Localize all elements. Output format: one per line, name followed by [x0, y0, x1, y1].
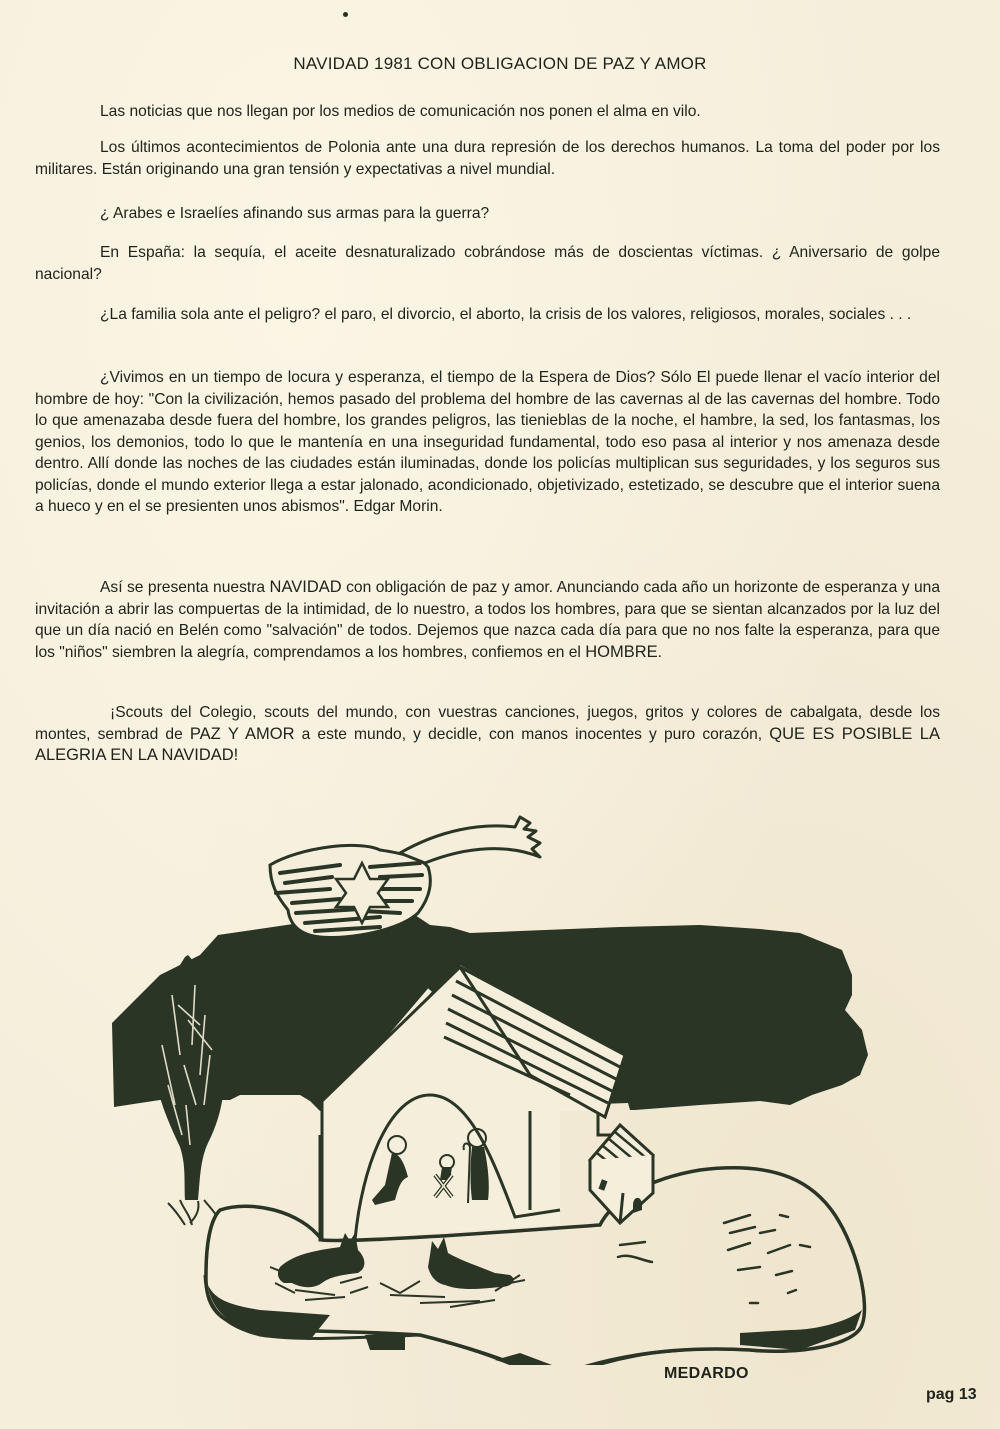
paragraph-text: [35, 577, 940, 663]
paragraph-3: [35, 203, 940, 225]
text-run: ¡Scouts del Colegio, scouts del mundo, con vuestras canciones, juegos, gritos y colores de cabalgata, desde los montes, sembrad de: [35, 704, 940, 743]
emphasis-navidad: NAVIDAD: [269, 578, 342, 596]
animals: [270, 1233, 525, 1307]
ground-edge-band: [205, 1275, 862, 1365]
artist-signature: MEDARDO: [664, 1365, 749, 1382]
text-run: .: [657, 643, 662, 661]
water-dashes: [618, 1215, 810, 1303]
paragraph-text: En España: la sequía, el aceite desnaturalizado cobrándose más de doscientas víctimas. ¿ Aniversario de golpe nacional?: [35, 244, 940, 283]
paragraph-2: [35, 137, 940, 180]
paragraph-text: ¿La familia sola ante el peligro? el paro, el divorcio, el aborto, la crisis de los valores, religiosos, morales, sociales . . .: [100, 306, 912, 323]
ink-speck: [343, 12, 348, 17]
emphasis-hombre: HOMBRE: [585, 642, 658, 661]
paragraph-7: [35, 577, 940, 663]
paragraph-8-scouts: [35, 702, 940, 767]
paragraph-5: [35, 304, 940, 326]
paragraph-text: ¿ Arabes e Israelíes afinando sus armas para la guerra?: [100, 205, 490, 222]
paragraph-text: [35, 702, 940, 767]
paragraph-text: Los últimos acontecimientos de Polonia ante una dura represión de los derechos humanos. La toma del poder por los militares. Están originando una gran tensión y expectativas a nivel mundial.: [35, 139, 940, 178]
comet-star: [270, 817, 540, 938]
paragraph-1: [35, 101, 940, 123]
paragraph-text: ¿Vivimos en un tiempo de locura y esperanza, el tiempo de la Espera de Dios? Sólo El puede llenar el vacío interior del hombre de hoy: "Con la civilización, hemos pasado del problema del hombre de las cavernas al de las cavernas del hombre. Todo lo que amenazaba desde fuera del hombre, los grandes peligros, las tienieblas de la noche, el hambre, la sed, los fantasmas, los genios, los demonios, todo lo que le mantenía en una inseguridad fundamental, todo eso pasa al interior y nos amenaza desde dentro. Allí donde las noches de las ciudades están iluminadas, donde los policías multiplican sus seguridades, y los seguros sus policías, donde el mundo exterior llega a estar jalonado, acondicionado, objetivizado, estetizado, se descubre que el interior suena a hueco y en el se presienten unos abismos". Edgar Morin.: [35, 369, 940, 515]
article-title: NAVIDAD 1981 CON OBLIGACION DE PAZ Y AMOR: [293, 54, 707, 73]
small-house: [590, 1125, 653, 1223]
text-run: a este mundo, y decidle, con manos inocentes y puro corazón,: [294, 725, 770, 743]
text-run: con obligación de paz y amor. Anunciando cada año un horizonte de esperanza y una invitación a abrir las compuertas de la intimidad, de lo nuestro, a todos los hombres, para que se sientan alcanzados por la luz del que un día nació en Belén como "salvación" de todos. Dejemos que nazca cada día para que no nos falte la esperanza, para que los "niños" siembren la alegría, comprendamos a los hombres, confiemos en el: [35, 579, 940, 661]
paragraph-6-morin-quote: [35, 367, 940, 518]
text-run: Así se presenta nuestra: [100, 579, 270, 596]
paragraph-4: [35, 242, 940, 285]
page-number: pag 13: [926, 1386, 977, 1403]
emphasis-paz-y-amor: PAZ Y AMOR: [189, 724, 295, 743]
paragraph-text: Las noticias que nos llegan por los medios de comunicación nos ponen el alma en vilo.: [100, 103, 701, 120]
emphasis-alegria: QUE ES POSIBLE LA ALEGRIA EN LA NAVIDAD!: [35, 724, 940, 764]
nativity-illustration: [100, 805, 880, 1365]
